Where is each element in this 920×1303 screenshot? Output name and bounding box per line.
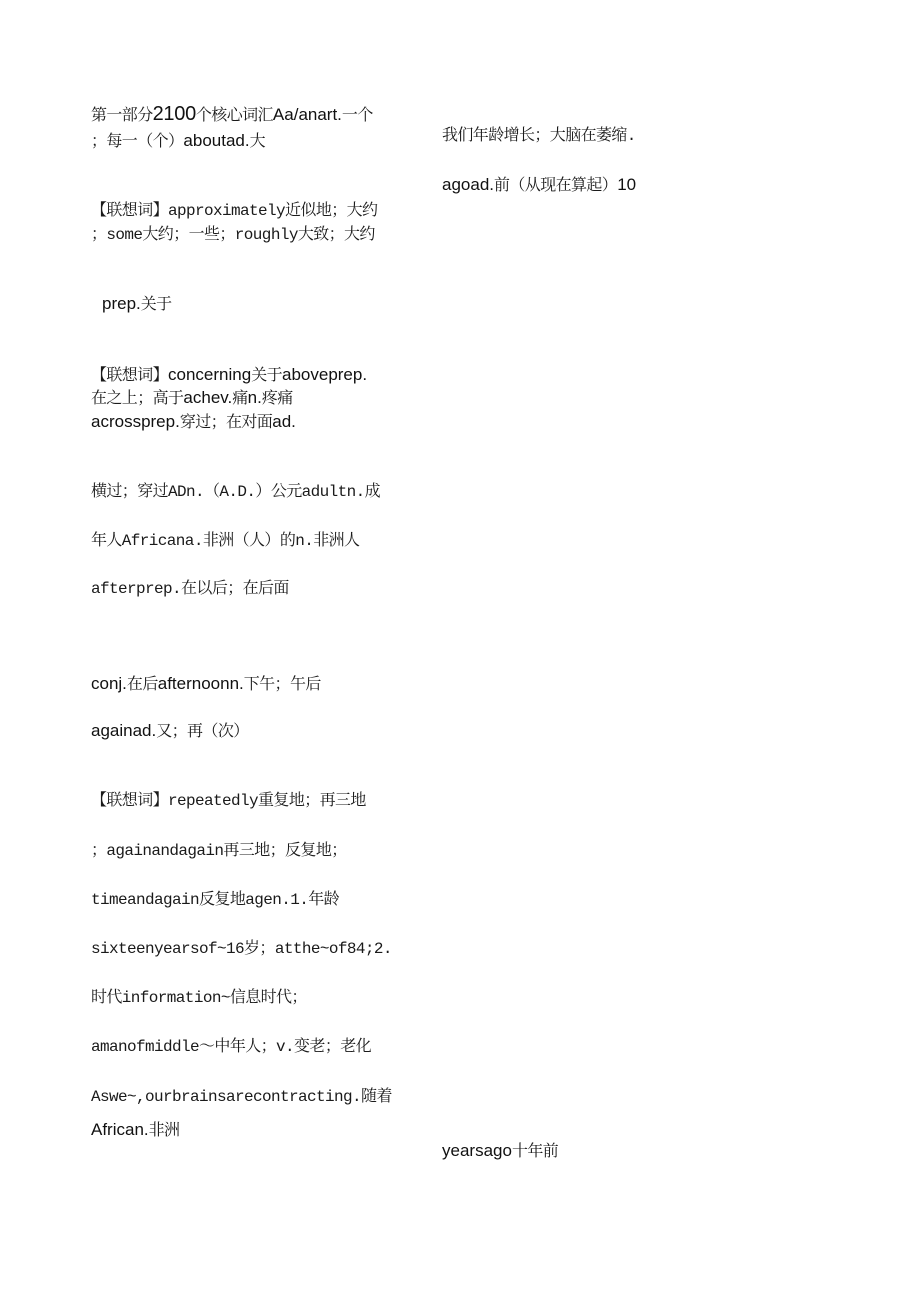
text-run: 关于 <box>251 367 282 385</box>
text-line <box>91 674 321 694</box>
text-run: aboveprep. <box>282 365 368 384</box>
text-run: 十年前 <box>511 1143 559 1161</box>
text-run: ；some大约；一些；roughly大致；大约 <box>91 226 375 244</box>
text-run: 【联想词】repeatedly重复地；再三地 <box>91 792 366 810</box>
text-run: aboutad. <box>183 131 250 150</box>
text-run: 时代information~信息时代； <box>91 989 307 1007</box>
text-run: 非洲 <box>148 1122 180 1140</box>
text-run: 我们年龄增长；大脑在萎缩. <box>442 127 636 145</box>
text-run: 在之上；高于 <box>91 390 184 408</box>
text-run: 【联想词】approximately近似地；大约 <box>91 202 378 220</box>
text-line <box>91 201 377 221</box>
text-line <box>91 1087 392 1107</box>
text-run: 在后 <box>126 676 158 694</box>
text-run: n. <box>247 388 262 407</box>
text-run: 又；再（次） <box>156 723 249 741</box>
text-run: ；每一（个） <box>91 133 184 151</box>
text-run: 一个 <box>341 107 373 125</box>
text-run: 年人Africana.非洲（人）的n.非洲人 <box>91 532 360 550</box>
text-run: concerning <box>168 365 252 384</box>
text-line <box>91 890 339 910</box>
text-run: sixteenyearsof~16岁；atthe~of84;2. <box>91 940 392 958</box>
text-run: 痛 <box>232 390 248 408</box>
text-run: 下午；午后 <box>243 676 321 694</box>
text-run: 大 <box>249 133 265 151</box>
text-run: 疼痛 <box>261 390 293 408</box>
text-line <box>442 1141 558 1161</box>
text-line <box>91 721 249 741</box>
text-run: timeandagain反复地agen.1.年龄 <box>91 891 340 909</box>
text-run: achev. <box>183 388 233 407</box>
text-run: amanofmiddle～中年人；v.变老；老化 <box>91 1038 372 1056</box>
text-line <box>91 482 380 502</box>
text-line <box>91 531 359 551</box>
text-run: afternoonn. <box>157 674 244 693</box>
text-line <box>91 412 296 432</box>
text-line <box>91 1120 179 1140</box>
text-line <box>91 988 307 1008</box>
text-run: 穿过；在对面 <box>179 414 273 432</box>
text-run: 横过；穿过ADn.（A.D.）公元adultn.成 <box>91 483 381 501</box>
text-run: 第一部分 <box>91 107 153 125</box>
text-line <box>442 175 636 195</box>
text-line <box>91 104 373 124</box>
text-line <box>91 841 347 861</box>
text-run: prep. <box>102 294 141 313</box>
text-run: 【联想词】 <box>91 367 169 385</box>
text-run: acrossprep. <box>91 412 180 431</box>
text-run: conj. <box>91 674 127 693</box>
text-line <box>91 131 265 151</box>
text-line <box>91 579 289 599</box>
text-run: 10 <box>617 175 637 194</box>
text-line <box>91 939 392 959</box>
text-line <box>91 1037 371 1057</box>
text-run: agoad. <box>442 175 494 194</box>
text-run: ad. <box>272 412 296 431</box>
text-line <box>442 126 636 146</box>
text-line <box>91 791 366 811</box>
text-line <box>91 225 375 245</box>
text-run: 关于 <box>140 296 172 314</box>
text-run: 个核心词汇 <box>195 107 273 125</box>
text-run: againad. <box>91 721 157 740</box>
text-run: ；againandagain再三地；反复地； <box>91 842 347 860</box>
text-line <box>102 294 172 314</box>
text-line <box>91 365 367 385</box>
text-run: afterprep.在以后；在后面 <box>91 580 289 598</box>
text-run: Aswe~,ourbrainsarecontracting.随着 <box>91 1088 392 1106</box>
text-run: Aa/anart. <box>272 105 342 124</box>
text-run: yearsago <box>442 1141 512 1160</box>
text-run: 前（从现在算起） <box>494 177 618 195</box>
text-line <box>91 388 293 408</box>
text-run: 2100 <box>152 103 196 125</box>
text-run: African. <box>91 1120 149 1139</box>
